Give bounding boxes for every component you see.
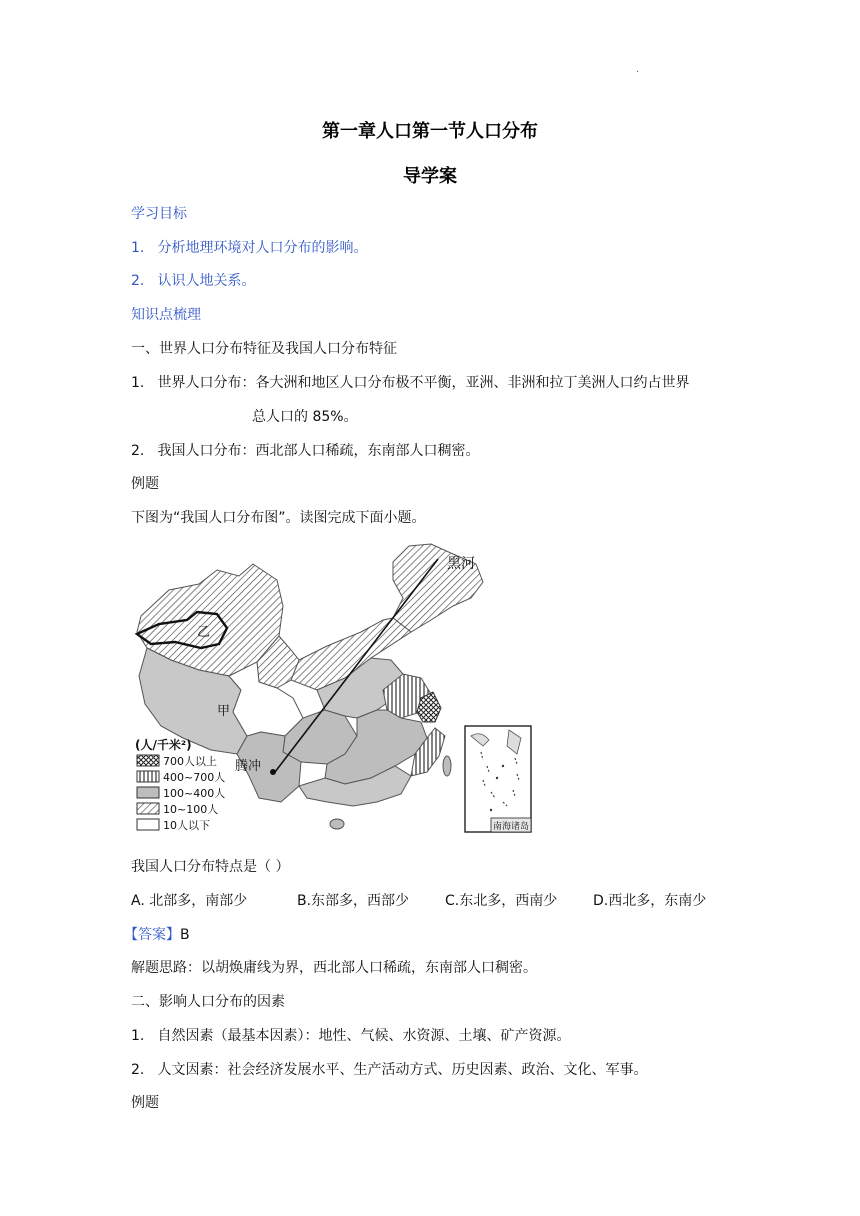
part2-item-1-text: 自然因素（最基本因素）：地性、气候、水资源、土壤、矿产资源。 bbox=[157, 1028, 571, 1044]
option-b: B.东部多，西部少 bbox=[297, 893, 410, 909]
part2-item-2-num: 2. bbox=[131, 1062, 145, 1078]
example2-label: 例题 bbox=[131, 1095, 159, 1111]
legend-swatch-below-10 bbox=[137, 819, 159, 830]
part2-item-1-num: 1. bbox=[131, 1028, 145, 1044]
part1-item-1-continuation: 总人口的 85%。 bbox=[252, 409, 358, 425]
inset-label: 南海诸岛 bbox=[493, 822, 530, 832]
option-a: A. 北部多，南部少 bbox=[131, 893, 248, 909]
example1-options bbox=[131, 890, 706, 910]
map-label-tengchong: 腾冲 bbox=[235, 759, 262, 774]
part1-item-2 bbox=[131, 440, 479, 460]
part1-item-2-text: 我国人口分布：西北部人口稀疏，东南部人口稠密。 bbox=[157, 443, 480, 459]
goals-heading: 学习目标 bbox=[131, 206, 187, 222]
map-label-yi: 乙 bbox=[197, 625, 211, 640]
legend-label-below-10: 10人以下 bbox=[163, 819, 210, 832]
region-taiwan bbox=[443, 756, 451, 776]
goal-item-2 bbox=[131, 270, 255, 290]
goal-item-1-num: 1. bbox=[131, 240, 145, 256]
part2-item-2-text: 人文因素：社会经济发展水平、生产活动方式、历史因素、政治、文化、军事。 bbox=[157, 1062, 648, 1078]
part1-item-1 bbox=[131, 372, 689, 392]
answer-value: B bbox=[180, 927, 190, 943]
answer-tag: 【答案】 bbox=[124, 927, 180, 943]
legend-title: (人/千米²) bbox=[135, 738, 192, 752]
legend-label-400-700: 400~700人 bbox=[163, 771, 226, 784]
example1-intro: 下图为“我国人口分布图”。读图完成下面小题。 bbox=[131, 510, 426, 526]
page-subtitle: 导学案 bbox=[403, 166, 457, 187]
legend-swatch-700-plus bbox=[137, 755, 159, 766]
page-title: 第一章人口第一节人口分布 bbox=[322, 121, 538, 142]
goal-item-2-num: 2. bbox=[131, 273, 145, 289]
part1-item-2-num: 2. bbox=[131, 443, 145, 459]
example1-question: 我国人口分布特点是（ ） bbox=[131, 859, 290, 875]
part2-item-2 bbox=[131, 1059, 647, 1079]
option-c: C.东北多，西南少 bbox=[445, 893, 558, 909]
legend-swatch-100-400 bbox=[137, 787, 159, 798]
goal-item-1 bbox=[131, 237, 367, 257]
knowledge-heading: 知识点梳理 bbox=[131, 307, 201, 323]
goal-item-2-text: 认识人地关系。 bbox=[157, 273, 256, 289]
map-label-heihe: 黑河 bbox=[447, 556, 475, 572]
option-d: D.西北多，东南少 bbox=[593, 893, 707, 909]
header-mark: . bbox=[636, 64, 640, 75]
goal-item-1-text: 分析地理环境对人口分布的影响。 bbox=[157, 240, 368, 256]
part1-item-1-num: 1. bbox=[131, 375, 145, 391]
part1-heading: 一、世界人口分布特征及我国人口分布特征 bbox=[131, 341, 397, 357]
example1-explanation: 解题思路：以胡焕庸线为界，西北部人口稀疏，东南部人口稠密。 bbox=[131, 960, 537, 976]
legend-label-700-plus: 700人以上 bbox=[163, 755, 217, 768]
part1-item-1-text: 世界人口分布：各大洲和地区人口分布极不平衡，亚洲、非洲和拉丁美洲人口约占世界 bbox=[157, 375, 690, 391]
part2-heading: 二、影响人口分布的因素 bbox=[131, 994, 285, 1010]
legend-label-10-100: 10~100人 bbox=[163, 803, 219, 816]
china-population-map bbox=[131, 540, 535, 836]
tengchong-point bbox=[270, 769, 276, 775]
example1-answer bbox=[124, 924, 190, 944]
example1-label: 例题 bbox=[131, 476, 159, 492]
legend-label-100-400: 100~400人 bbox=[163, 787, 226, 800]
region-hainan bbox=[330, 819, 344, 829]
legend-swatch-10-100 bbox=[137, 803, 159, 814]
legend-swatch-400-700 bbox=[137, 771, 159, 782]
part2-item-1 bbox=[131, 1025, 570, 1045]
map-label-jia: 甲 bbox=[217, 704, 231, 719]
map-legend bbox=[135, 737, 225, 832]
south-china-sea-inset bbox=[465, 726, 531, 832]
